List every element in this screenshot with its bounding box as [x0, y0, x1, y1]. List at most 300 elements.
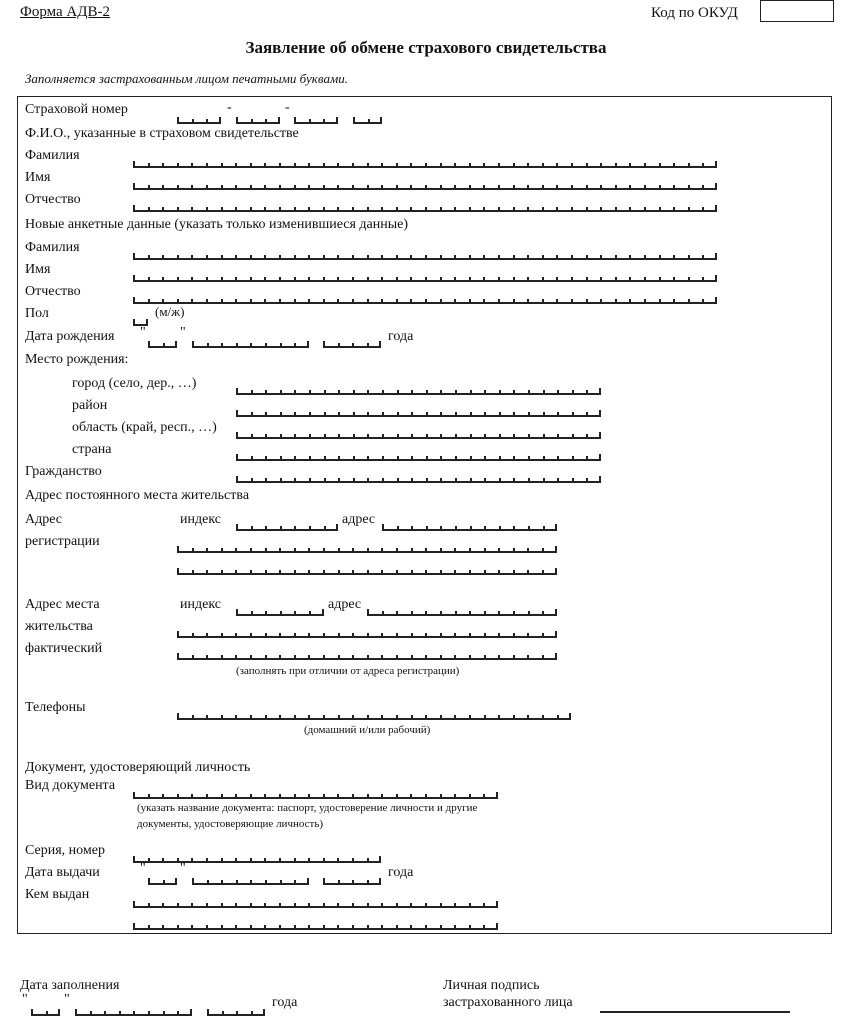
comb-cell-divider: [381, 185, 383, 190]
comb-cell-divider: [222, 1011, 224, 1016]
comb-cell-divider: [381, 570, 383, 575]
comb-cell-divider: [148, 878, 150, 885]
comb-cell-divider: [454, 207, 456, 212]
comb-cell-divider: [353, 390, 355, 395]
comb-cell-divider: [236, 410, 238, 417]
comb-cell-divider: [280, 434, 282, 439]
comb-cell-divider: [338, 570, 340, 575]
comb-cell-divider: [265, 715, 267, 720]
comb-cell-divider: [177, 117, 179, 124]
comb-cell-divider: [236, 524, 238, 531]
comb-cell-divider: [206, 185, 208, 190]
comb-cell-divider: [513, 390, 515, 395]
comb-cell-divider: [235, 299, 237, 304]
comb-cell-divider: [367, 456, 369, 461]
fill-month-field[interactable]: [75, 1009, 192, 1016]
comb-cell-divider: [265, 880, 267, 885]
comb-cell-divider: [615, 277, 617, 282]
comb-cell-divider: [264, 277, 266, 282]
comb-cell-divider: [382, 478, 384, 483]
comb-cell-divider: [600, 207, 602, 212]
comb-cell-divider: [555, 524, 557, 531]
comb-cell-divider: [367, 412, 369, 417]
comb-cell-divider: [499, 526, 501, 531]
actual-index-field[interactable]: [236, 609, 324, 616]
comb-cell-divider: [177, 794, 179, 799]
comb-cell-divider: [221, 794, 223, 799]
comb-cell-divider: [715, 275, 717, 282]
comb-cell-divider: [410, 255, 412, 260]
comb-cell-divider: [396, 633, 398, 638]
comb-cell-divider: [294, 207, 296, 212]
comb-cell-divider: [162, 794, 164, 799]
comb-cell-divider: [294, 255, 296, 260]
comb-cell-divider: [425, 255, 427, 260]
insurance-number-part-1[interactable]: [177, 117, 221, 124]
comb-cell-divider: [177, 631, 179, 638]
comb-cell-divider: [133, 183, 135, 190]
comb-cell-divider: [396, 185, 398, 190]
comb-cell-divider: [279, 794, 281, 799]
comb-cell-divider: [280, 526, 282, 531]
comb-cell-divider: [629, 255, 631, 260]
birthplace-city-field[interactable]: [236, 388, 601, 395]
comb-cell-divider: [367, 903, 369, 908]
new-name-field[interactable]: [133, 275, 717, 282]
comb-cell-divider: [221, 185, 223, 190]
comb-cell-divider: [308, 548, 310, 553]
comb-cell-divider: [265, 434, 267, 439]
fill-day-field[interactable]: [31, 1009, 60, 1016]
actual-address-field-2[interactable]: [177, 631, 557, 638]
comb-cell-divider: [425, 185, 427, 190]
comb-cell-divider: [162, 163, 164, 168]
comb-cell-divider: [410, 185, 412, 190]
comb-cell-divider: [555, 568, 557, 575]
comb-cell-divider: [352, 903, 354, 908]
comb-cell-divider: [702, 207, 704, 212]
comb-cell-divider: [379, 878, 381, 885]
reg-address-field-1[interactable]: [382, 524, 557, 531]
comb-cell-divider: [352, 207, 354, 212]
comb-cell-divider: [323, 794, 325, 799]
comb-cell-divider: [396, 925, 398, 930]
comb-cell-divider: [177, 163, 179, 168]
comb-cell-divider: [425, 633, 427, 638]
insurance-number-part-2[interactable]: [236, 117, 280, 124]
comb-cell-divider: [425, 277, 427, 282]
birth-month-field[interactable]: [192, 341, 309, 348]
comb-cell-divider: [279, 903, 281, 908]
issue-date-quote-close: ": [180, 861, 186, 876]
signature-label-2: застрахованного лица: [443, 995, 573, 1010]
comb-cell-divider: [470, 412, 472, 417]
comb-cell-divider: [279, 548, 281, 553]
comb-cell-divider: [133, 901, 135, 908]
comb-cell-divider: [411, 434, 413, 439]
comb-cell-divider: [337, 277, 339, 282]
comb-cell-divider: [498, 255, 500, 260]
comb-cell-divider: [411, 611, 413, 616]
comb-cell-divider: [192, 715, 194, 720]
comb-cell-divider: [454, 925, 456, 930]
comb-cell-divider: [659, 185, 661, 190]
comb-cell-divider: [148, 207, 150, 212]
comb-cell-divider: [513, 611, 515, 616]
insurance-number-part-3[interactable]: [294, 117, 338, 124]
comb-cell-divider: [498, 207, 500, 212]
comb-cell-divider: [454, 794, 456, 799]
comb-cell-divider: [90, 1011, 92, 1016]
comb-cell-divider: [513, 478, 515, 483]
comb-cell-divider: [280, 880, 282, 885]
reg-address-field-3[interactable]: [177, 568, 557, 575]
insurance-number-check[interactable]: [353, 117, 382, 124]
birthplace-district-field[interactable]: [236, 410, 601, 417]
comb-cell-divider: [265, 633, 267, 638]
comb-cell-divider: [133, 275, 135, 282]
comb-cell-divider: [600, 255, 602, 260]
comb-cell-divider: [367, 794, 369, 799]
birth-day-field[interactable]: [148, 341, 177, 348]
comb-cell-divider: [352, 715, 354, 720]
old-patronymic-field[interactable]: [133, 205, 717, 212]
comb-cell-divider: [352, 794, 354, 799]
comb-cell-divider: [555, 546, 557, 553]
comb-cell-divider: [323, 299, 325, 304]
comb-cell-divider: [367, 163, 369, 168]
comb-cell-divider: [688, 277, 690, 282]
comb-cell-divider: [586, 277, 588, 282]
issue-month-field[interactable]: [192, 878, 309, 885]
comb-cell-divider: [367, 255, 369, 260]
comb-cell-divider: [162, 277, 164, 282]
comb-cell-divider: [207, 880, 209, 885]
comb-cell-divider: [206, 570, 208, 575]
comb-cell-divider: [455, 478, 457, 483]
comb-cell-divider: [264, 794, 266, 799]
comb-cell-divider: [396, 903, 398, 908]
comb-cell-divider: [279, 570, 281, 575]
comb-cell-divider: [251, 478, 253, 483]
comb-cell-divider: [673, 299, 675, 304]
comb-cell-divider: [235, 858, 237, 863]
comb-cell-divider: [425, 925, 427, 930]
comb-cell-divider: [337, 794, 339, 799]
comb-cell-divider: [263, 1009, 265, 1016]
reg-index-label: индекс: [180, 512, 221, 527]
comb-cell-divider: [629, 299, 631, 304]
comb-cell-divider: [528, 412, 530, 417]
comb-cell-divider: [572, 390, 574, 395]
comb-cell-divider: [454, 255, 456, 260]
comb-cell-divider: [308, 633, 310, 638]
comb-cell-divider: [323, 858, 325, 863]
series-number-field[interactable]: [133, 856, 381, 863]
comb-cell-divider: [542, 255, 544, 260]
comb-cell-divider: [569, 713, 571, 720]
comb-cell-divider: [307, 878, 309, 885]
comb-cell-divider: [629, 185, 631, 190]
comb-cell-divider: [527, 548, 529, 553]
comb-cell-divider: [542, 570, 544, 575]
comb-cell-divider: [397, 434, 399, 439]
comb-cell-divider: [556, 163, 558, 168]
comb-cell-divider: [235, 185, 237, 190]
comb-cell-divider: [221, 903, 223, 908]
comb-cell-divider: [615, 255, 617, 260]
comb-cell-divider: [206, 299, 208, 304]
comb-cell-divider: [206, 858, 208, 863]
comb-cell-divider: [527, 163, 529, 168]
comb-cell-divider: [177, 185, 179, 190]
comb-cell-divider: [338, 880, 340, 885]
reg-index-field[interactable]: [236, 524, 338, 531]
actual-address-label: Адрес места: [25, 597, 100, 612]
comb-cell-divider: [556, 277, 558, 282]
comb-cell-divider: [250, 163, 252, 168]
okud-code-field[interactable]: [760, 0, 834, 22]
comb-cell-divider: [338, 390, 340, 395]
comb-cell-divider: [264, 925, 266, 930]
comb-cell-divider: [381, 548, 383, 553]
comb-cell-divider: [192, 633, 194, 638]
reg-address-sublabel: адрес: [342, 512, 376, 527]
comb-cell-divider: [367, 185, 369, 190]
birthplace-country-label: страна: [72, 442, 112, 457]
comb-cell-divider: [75, 1009, 77, 1016]
comb-cell-divider: [557, 456, 559, 461]
comb-cell-divider: [586, 456, 588, 461]
comb-cell-divider: [498, 548, 500, 553]
comb-cell-divider: [294, 858, 296, 863]
birthplace-country-field[interactable]: [236, 454, 601, 461]
birth-date-label: Дата рождения: [25, 329, 115, 344]
comb-cell-divider: [469, 611, 471, 616]
old-name-field[interactable]: [133, 183, 717, 190]
comb-cell-divider: [250, 299, 252, 304]
doc-type-hint-1: (указать название документа: паспорт, удостоверение личности и другие: [137, 802, 478, 814]
comb-cell-divider: [250, 715, 252, 720]
comb-cell-divider: [146, 319, 148, 326]
reg-address-field-2[interactable]: [177, 546, 557, 553]
comb-cell-divider: [323, 925, 325, 930]
comb-cell-divider: [367, 390, 369, 395]
actual-address-label-3: фактический: [25, 641, 103, 656]
comb-cell-divider: [469, 277, 471, 282]
comb-cell-divider: [133, 297, 135, 304]
comb-cell-divider: [571, 299, 573, 304]
comb-cell-divider: [440, 163, 442, 168]
comb-cell-divider: [308, 163, 310, 168]
comb-cell-divider: [264, 185, 266, 190]
comb-cell-divider: [556, 207, 558, 212]
issued-by-field-1[interactable]: [133, 901, 498, 908]
comb-cell-divider: [250, 903, 252, 908]
comb-cell-divider: [425, 570, 427, 575]
comb-cell-divider: [352, 655, 354, 660]
comb-cell-divider: [264, 858, 266, 863]
comb-cell-divider: [688, 207, 690, 212]
comb-cell-divider: [513, 277, 515, 282]
comb-cell-divider: [615, 299, 617, 304]
comb-cell-divider: [352, 185, 354, 190]
fill-date-quote-close: ": [64, 992, 70, 1007]
comb-cell-divider: [133, 319, 135, 326]
comb-cell-divider: [396, 277, 398, 282]
signature-line[interactable]: [600, 1011, 790, 1013]
comb-cell-divider: [513, 655, 515, 660]
comb-cell-divider: [454, 299, 456, 304]
fill-year-field[interactable]: [207, 1009, 265, 1016]
phones-field[interactable]: [177, 713, 571, 720]
comb-cell-divider: [264, 299, 266, 304]
comb-cell-divider: [440, 390, 442, 395]
comb-cell-divider: [367, 570, 369, 575]
comb-cell-divider: [484, 478, 486, 483]
birthplace-region-field[interactable]: [236, 432, 601, 439]
comb-cell-divider: [294, 570, 296, 575]
actual-address-field-3[interactable]: [177, 653, 557, 660]
comb-cell-divider: [177, 568, 179, 575]
comb-cell-divider: [250, 207, 252, 212]
comb-cell-divider: [599, 410, 601, 417]
signature-label-1: Личная подпись: [443, 978, 540, 993]
comb-cell-divider: [586, 434, 588, 439]
identity-doc-heading: Документ, удостоверяющий личность: [25, 760, 251, 775]
old-surname-field[interactable]: [133, 161, 717, 168]
comb-cell-divider: [440, 570, 442, 575]
comb-cell-divider: [308, 715, 310, 720]
issue-year-field[interactable]: [323, 878, 381, 885]
comb-cell-divider: [455, 526, 457, 531]
comb-cell-divider: [337, 858, 339, 863]
comb-cell-divider: [484, 611, 486, 616]
comb-cell-divider: [440, 548, 442, 553]
comb-cell-divider: [235, 570, 237, 575]
comb-cell-divider: [221, 633, 223, 638]
comb-cell-divider: [309, 119, 311, 124]
comb-cell-divider: [148, 163, 150, 168]
issued-by-field-2[interactable]: [133, 923, 498, 930]
comb-cell-divider: [177, 713, 179, 720]
comb-cell-divider: [367, 478, 369, 483]
issue-day-field[interactable]: [148, 878, 177, 885]
new-patronymic-field[interactable]: [133, 297, 717, 304]
comb-cell-divider: [425, 611, 427, 616]
comb-cell-divider: [484, 456, 486, 461]
comb-cell-divider: [483, 207, 485, 212]
comb-cell-divider: [367, 299, 369, 304]
comb-cell-divider: [469, 163, 471, 168]
birth-year-field[interactable]: [323, 341, 381, 348]
comb-cell-divider: [557, 478, 559, 483]
comb-cell-divider: [191, 299, 193, 304]
comb-cell-divider: [367, 609, 369, 616]
comb-cell-divider: [367, 207, 369, 212]
comb-cell-divider: [542, 185, 544, 190]
comb-cell-divider: [294, 633, 296, 638]
doc-type-field[interactable]: [133, 792, 498, 799]
comb-cell-divider: [294, 185, 296, 190]
comb-cell-divider: [381, 633, 383, 638]
comb-cell-divider: [279, 655, 281, 660]
comb-cell-divider: [133, 1011, 135, 1016]
comb-cell-divider: [454, 715, 456, 720]
comb-cell-divider: [484, 390, 486, 395]
comb-cell-divider: [323, 185, 325, 190]
comb-cell-divider: [513, 185, 515, 190]
comb-cell-divider: [148, 185, 150, 190]
citizenship-field[interactable]: [236, 476, 601, 483]
insurance-number-separator: -: [285, 100, 290, 115]
comb-cell-divider: [498, 163, 500, 168]
comb-cell-divider: [527, 277, 529, 282]
comb-cell-divider: [455, 456, 457, 461]
fill-year-suffix: года: [272, 995, 298, 1010]
comb-cell-divider: [484, 655, 486, 660]
comb-cell-divider: [294, 456, 296, 461]
comb-cell-divider: [280, 390, 282, 395]
comb-cell-divider: [528, 390, 530, 395]
comb-cell-divider: [688, 255, 690, 260]
comb-cell-divider: [337, 299, 339, 304]
comb-cell-divider: [483, 255, 485, 260]
comb-cell-divider: [425, 903, 427, 908]
comb-cell-divider: [542, 163, 544, 168]
comb-cell-divider: [206, 207, 208, 212]
comb-cell-divider: [119, 1011, 121, 1016]
comb-cell-divider: [308, 207, 310, 212]
comb-cell-divider: [542, 299, 544, 304]
comb-cell-divider: [235, 207, 237, 212]
new-surname-field[interactable]: [133, 253, 717, 260]
comb-cell-divider: [484, 434, 486, 439]
comb-cell-divider: [396, 255, 398, 260]
comb-cell-divider: [599, 454, 601, 461]
comb-cell-divider: [381, 655, 383, 660]
comb-cell-divider: [396, 611, 398, 616]
comb-cell-divider: [338, 633, 340, 638]
comb-cell-divider: [251, 119, 253, 124]
comb-cell-divider: [483, 794, 485, 799]
instruction-note: Заполняется застрахованным лицом печатными буквами.: [25, 71, 348, 86]
comb-cell-divider: [162, 925, 164, 930]
comb-cell-divider: [469, 715, 471, 720]
comb-cell-divider: [396, 715, 398, 720]
comb-cell-divider: [410, 277, 412, 282]
comb-cell-divider: [411, 715, 413, 720]
comb-cell-divider: [557, 412, 559, 417]
comb-cell-divider: [425, 299, 427, 304]
actual-address-field-1[interactable]: [367, 609, 557, 616]
comb-cell-divider: [440, 655, 442, 660]
comb-cell-divider: [221, 655, 223, 660]
actual-index-label: индекс: [180, 597, 221, 612]
comb-cell-divider: [309, 478, 311, 483]
comb-cell-divider: [221, 570, 223, 575]
comb-cell-divider: [440, 611, 442, 616]
comb-cell-divider: [148, 277, 150, 282]
comb-cell-divider: [236, 609, 238, 616]
comb-cell-divider: [192, 548, 194, 553]
comb-cell-divider: [410, 794, 412, 799]
comb-cell-divider: [308, 570, 310, 575]
comb-cell-divider: [397, 412, 399, 417]
comb-cell-divider: [323, 277, 325, 282]
comb-cell-divider: [586, 255, 588, 260]
new-surname-label: Фамилия: [25, 240, 80, 255]
